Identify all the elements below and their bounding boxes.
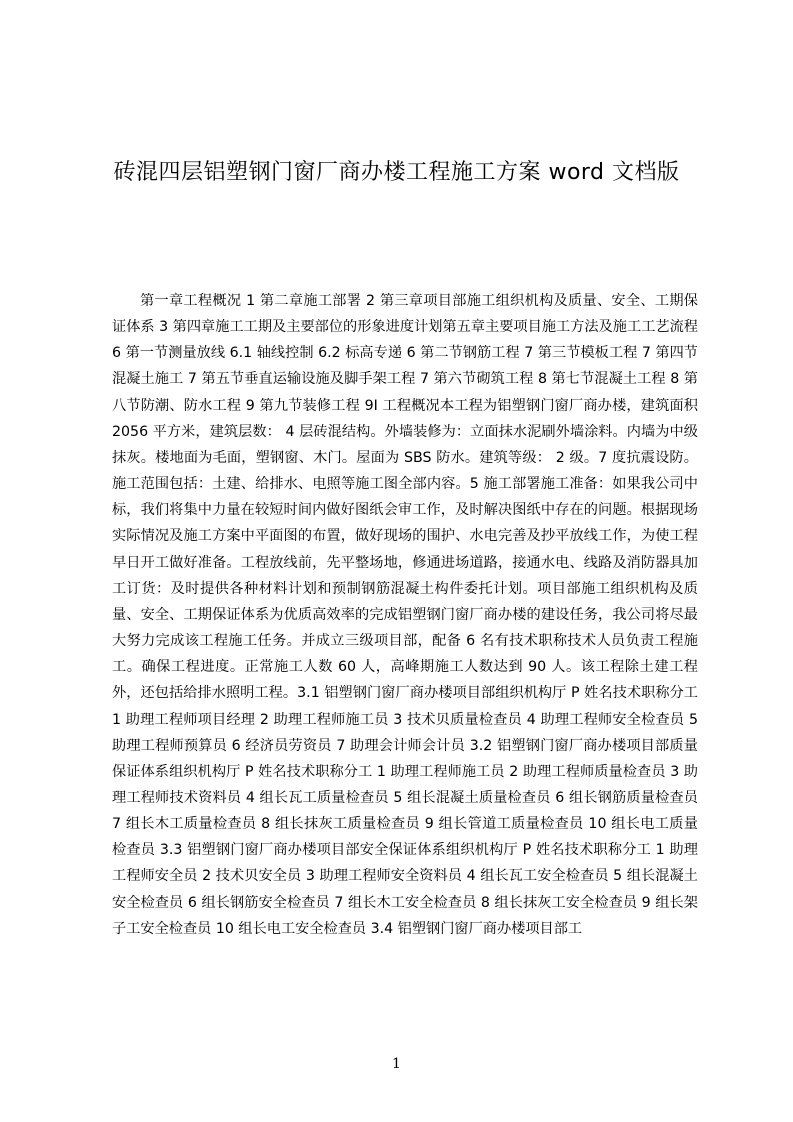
document-body-paragraph: 第一章工程概况 1 第二章施工部署 2 第三章项目部施工组织机构及质量、安全、工期保证体系 3 第四章施工工期及主要部位的形象进度计划第五章主要项目施工方法及施工工艺流程 6 第一节测量放线 6.1 轴线控制 6.2 标高专递 6 第二节钢筋工程 7 第三节模板工程 7 第四节混凝土施工 7 第五节垂直运输设施及脚手架工程 7 第六节砌筑工程 8 第七节混凝土工程 8 第八节防潮、防水工程 9 第九节装修工程 9I 工程概况本工程为铝塑钢门窗厂商办楼，建筑面积 2056 平方米，建筑层数： 4 层砖混结构。外墙装修为：立面抹水泥刷外墙涂料。内墙为中级抹灰。楼地面为毛面，塑钢窗、木门。屋面为 SBS 防水。建筑等级： 2 级。7 度抗震设防。施工范围包括：土建、给排水、电照等施工图全部内容。5 施工部署施工准备：如果我公司中标，我们将集中力量在较短时间内做好图纸会审工作，及时解决图纸中存在的问题。根据现场实际情况及施工方案中平面图的布置，做好现场的围护、水电完善及抄平放线工作，为使工程早日开工做好准备。工程放线前，先平整场地，修通进场道路，接通水电、线路及消防器具加工订货：及时提供各种材料计划和预制钢筋混凝土构件委托计划。项目部施工组织机构及质量、安全、工期保证体系为优质高效率的完成铝塑钢门窗厂商办楼的建设任务，我公司将尽最大努力完成该工程施工任务。并成立三级项目部，配备 6 名有技术职称技术人员负责工程施工。确保工程进度。正常施工人数 60 人，高峰期施工人数达到 90 人。该工程除土建工程外，还包括给排水照明工程。3.1 铝塑钢门窗厂商办楼项目部组织机构厅 P 姓名技术职称分工 1 助理工程师项目经理 2 助理工程师施工员 3 技术贝质量检查员 4 助理工程师安全检查员 5 助理工程师预算员 6 经济员劳资员 7 助理会计师会计员 3.2 铝塑钢门窗厂商办楼项目部质量保证体系组织机构厅 P 姓名技术职称分工 1 助理工程师施工员 2 助理工程师质量检查员 3 助理工程师技术资料员 4 组长瓦工质量检查员 5 组长混凝土质量检查员 6 组长钢筋质量检查员 7 组长木工质量检查员 8 组长抹灰工质量检查员 9 组长管道工质量检查员 10 组长电工质量检查员 3.3 铝塑钢门窗厂商办楼项目部安全保证体系组织机构厅 P 姓名技术职称分工 1 助理工程师安全员 2 技术贝安全员 3 助理工程师安全资料员 4 组长瓦工安全检查员 5 组长混凝土安全检查员 6 组长钢筋安全检查员 7 组长木工安全检查员 8 组长抹灰工安全检查员 9 组长架子工安全检查员 10 组长电工安全检查员 3.4 铝塑钢门窗厂商办楼项目部工 (112, 293, 698, 937)
document-title: 砖混四层铝塑钢门窗厂商办楼工程施工方案 word 文档版 (113, 159, 680, 185)
page-number: 1 (392, 1056, 401, 1072)
